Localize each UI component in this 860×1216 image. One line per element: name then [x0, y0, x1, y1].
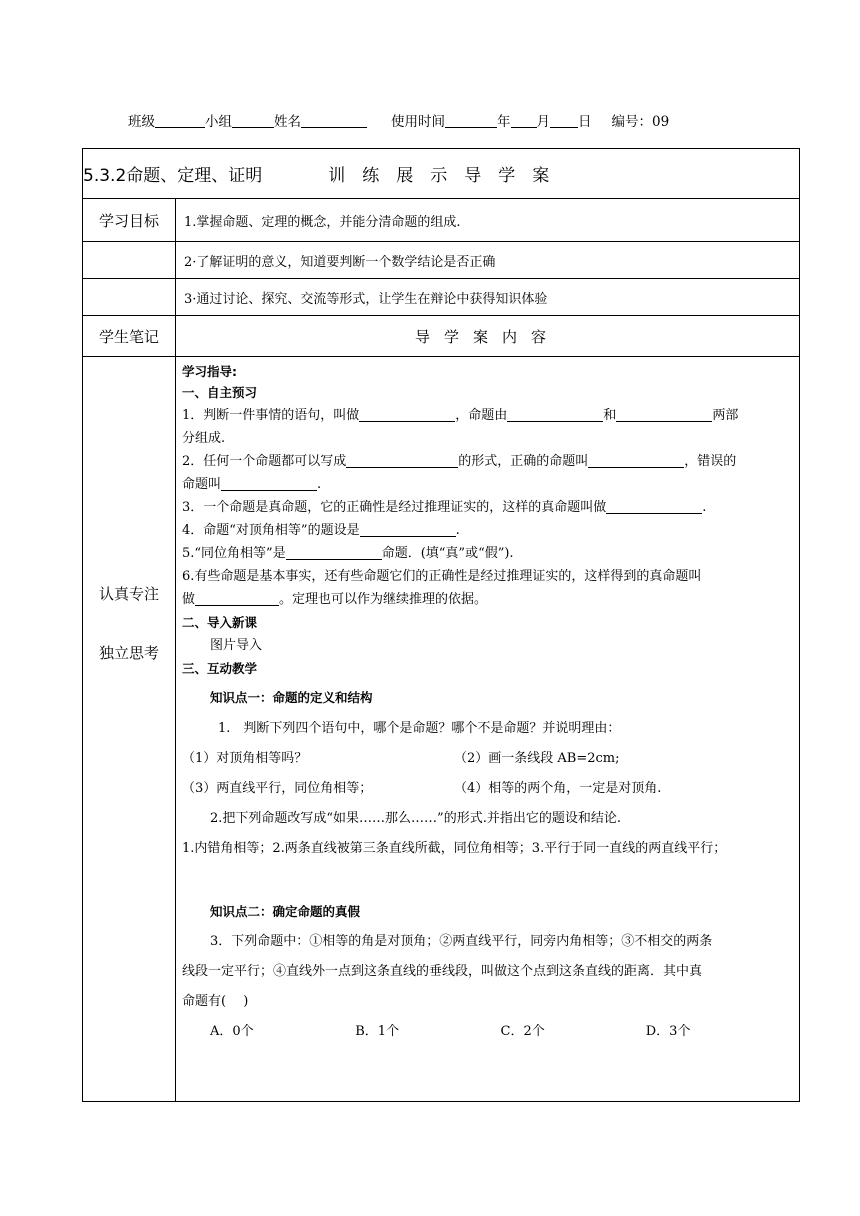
- goal-row-3: [83, 279, 800, 316]
- question-1-cont: 分组成.: [182, 431, 226, 446]
- q1-text-d: 两部: [712, 408, 739, 423]
- knowledge-point-1: 知识点一：命题的定义和结构: [210, 690, 373, 705]
- q6-text-b: 做: [182, 592, 196, 607]
- section-3-heading: 三、互动教学: [182, 661, 258, 676]
- section-2-heading: 二、导入新课: [182, 615, 258, 630]
- q2-blank-1[interactable]: [346, 452, 458, 468]
- time-label: 使用时间: [391, 114, 445, 130]
- q2-text-c: ，错误的: [684, 454, 737, 469]
- k1-statements-row-1: [182, 747, 791, 770]
- q1-text-c: 和: [603, 408, 617, 423]
- q2-text-e: .: [317, 477, 322, 492]
- question-6-cont: [182, 588, 791, 611]
- q2-text-d: 命题叫: [182, 477, 222, 492]
- class-blank[interactable]: [155, 113, 205, 128]
- k2-question-3-line-2: 线段一定平行；④直线外一点到这条直线的垂线段，叫做这个点到这条直线的距离．其中真: [182, 964, 703, 979]
- goal-item-2: 2·了解证明的意义，知道要判断一个数学结论是否正确: [176, 242, 800, 279]
- k1-statement-2: （2）画一条线段 AB=2cm;: [454, 751, 620, 766]
- q2-blank-2[interactable]: [588, 452, 684, 468]
- side-notes-cell: [83, 357, 176, 1102]
- q4-blank[interactable]: [360, 521, 456, 537]
- notes-label: 学生笔记: [83, 316, 176, 357]
- side-word-think: 独立思考: [98, 644, 159, 662]
- question-1: [182, 404, 791, 427]
- q6-blank[interactable]: [195, 590, 279, 606]
- question-3: [182, 496, 791, 519]
- worksheet-subtitle: 训练展示导学案: [328, 166, 567, 186]
- q1-blank-3[interactable]: [616, 406, 712, 422]
- q5-text-a: 5.“同位角相等”是: [182, 546, 286, 561]
- q1-text-b: ，命题由: [455, 408, 508, 423]
- question-5: [182, 542, 791, 565]
- q2-text-a: 2．任何一个命题都可以写成: [182, 454, 347, 469]
- notes-header-row: [83, 316, 800, 357]
- time-blank[interactable]: [445, 113, 497, 128]
- option-a[interactable]: A．0个: [210, 1024, 254, 1039]
- goal-item-1: 1.掌握命题、定理的概念，并能分清命题的组成.: [176, 199, 800, 242]
- k1-statement-3: （3）两直线平行，同位角相等；: [182, 781, 373, 796]
- q4-text-a: 4．命题“对顶角相等”的题设是: [182, 523, 360, 538]
- k2-question-3-line-1: 3．下列命题中：①相等的角是对顶角；②两直线平行，同旁内角相等；③不相交的两条: [210, 934, 713, 949]
- knowledge-point-2: 知识点二：确定命题的真假: [210, 904, 361, 919]
- section-2-item: 图片导入: [210, 638, 263, 653]
- goals-label: 学习目标: [83, 199, 176, 242]
- group-blank[interactable]: [232, 113, 274, 128]
- name-blank[interactable]: [301, 113, 367, 128]
- title-cell: [83, 149, 800, 199]
- header-line: [128, 110, 788, 130]
- q3-text-b: .: [702, 500, 707, 515]
- day-label: 日: [578, 114, 592, 130]
- group-label: 小组: [205, 114, 232, 130]
- goal-item-3: 3·通过讨论、探究、交流等形式，让学生在辩论中获得知识体验: [176, 279, 800, 316]
- q3-blank[interactable]: [606, 498, 702, 514]
- answer-options: [182, 1020, 791, 1043]
- option-b[interactable]: B．1个: [355, 1024, 400, 1039]
- year-label: 年: [497, 114, 511, 130]
- number-label: 编号：09: [611, 114, 670, 130]
- goal-empty-cell-2: [83, 242, 176, 279]
- goal-row-1: [83, 199, 800, 242]
- notes-heading: 导学案内容: [176, 316, 800, 357]
- q2-text-b: 的形式，正确的命题叫: [458, 454, 589, 469]
- question-2: [182, 450, 791, 473]
- section-title: 5.3.2命题、定理、证明: [83, 166, 263, 186]
- k1-question-2: 2.把下列命题改写成“如果……那么……”的形式.并指出它的题设和结论.: [210, 811, 621, 826]
- section-1-heading: 一、自主预习: [182, 385, 258, 400]
- question-2-cont: [182, 473, 791, 496]
- question-4: [182, 519, 791, 542]
- content-cell: [176, 357, 800, 1102]
- k1-question-1: 1. 判断下列四个语句中，哪个是命题？哪个不是命题？并说明理由：: [218, 721, 621, 736]
- q5-text-b: 命题．(填“真”或“假”).: [381, 546, 514, 561]
- q5-blank[interactable]: [286, 544, 382, 560]
- goal-empty-cell-3: [83, 279, 176, 316]
- month-label: 月: [536, 114, 550, 130]
- q3-text-a: 3．一个命题是真命题，它的正确性是经过推理证实的，这样的真命题叫做: [182, 500, 607, 515]
- option-d[interactable]: D．3个: [645, 1024, 691, 1039]
- q4-text-b: .: [455, 523, 460, 538]
- q2-blank-3[interactable]: [221, 475, 317, 491]
- content-row: [83, 357, 800, 1102]
- k2-question-3-line-3: 命题有( ): [182, 994, 249, 1009]
- q1-blank-1[interactable]: [359, 406, 455, 422]
- worksheet-table: [82, 148, 800, 1102]
- k1-statements-row-2: [182, 777, 791, 800]
- q1-text-a: 1．判断一件事情的语句，叫做: [182, 408, 360, 423]
- guide-heading: 学习指导:: [182, 364, 237, 379]
- option-c[interactable]: C．2个: [500, 1024, 545, 1039]
- class-label: 班级: [128, 114, 155, 130]
- month-blank[interactable]: [511, 113, 537, 128]
- name-label: 姓名: [274, 114, 301, 130]
- k1-question-2-items: 1.内错角相等；2.两条直线被第三条直线所截，同位角相等；3.平行于同一直线的两直线平行；: [182, 841, 727, 856]
- k1-statement-4: （4）相等的两个角，一定是对顶角.: [454, 781, 662, 796]
- side-word-focus: 认真专注: [98, 585, 159, 603]
- q1-blank-2[interactable]: [507, 406, 603, 422]
- q6-text-c: 。定理也可以作为继续推理的依据。: [279, 592, 488, 607]
- question-6: 6.有些命题是基本事实，还有些命题它们的正确性是经过推理证实的，这样得到的真命题叫: [182, 569, 702, 584]
- day-blank[interactable]: [550, 113, 578, 128]
- k1-statement-1: （1）对顶角相等吗？: [182, 751, 308, 766]
- title-row: [83, 149, 800, 199]
- goal-row-2: [83, 242, 800, 279]
